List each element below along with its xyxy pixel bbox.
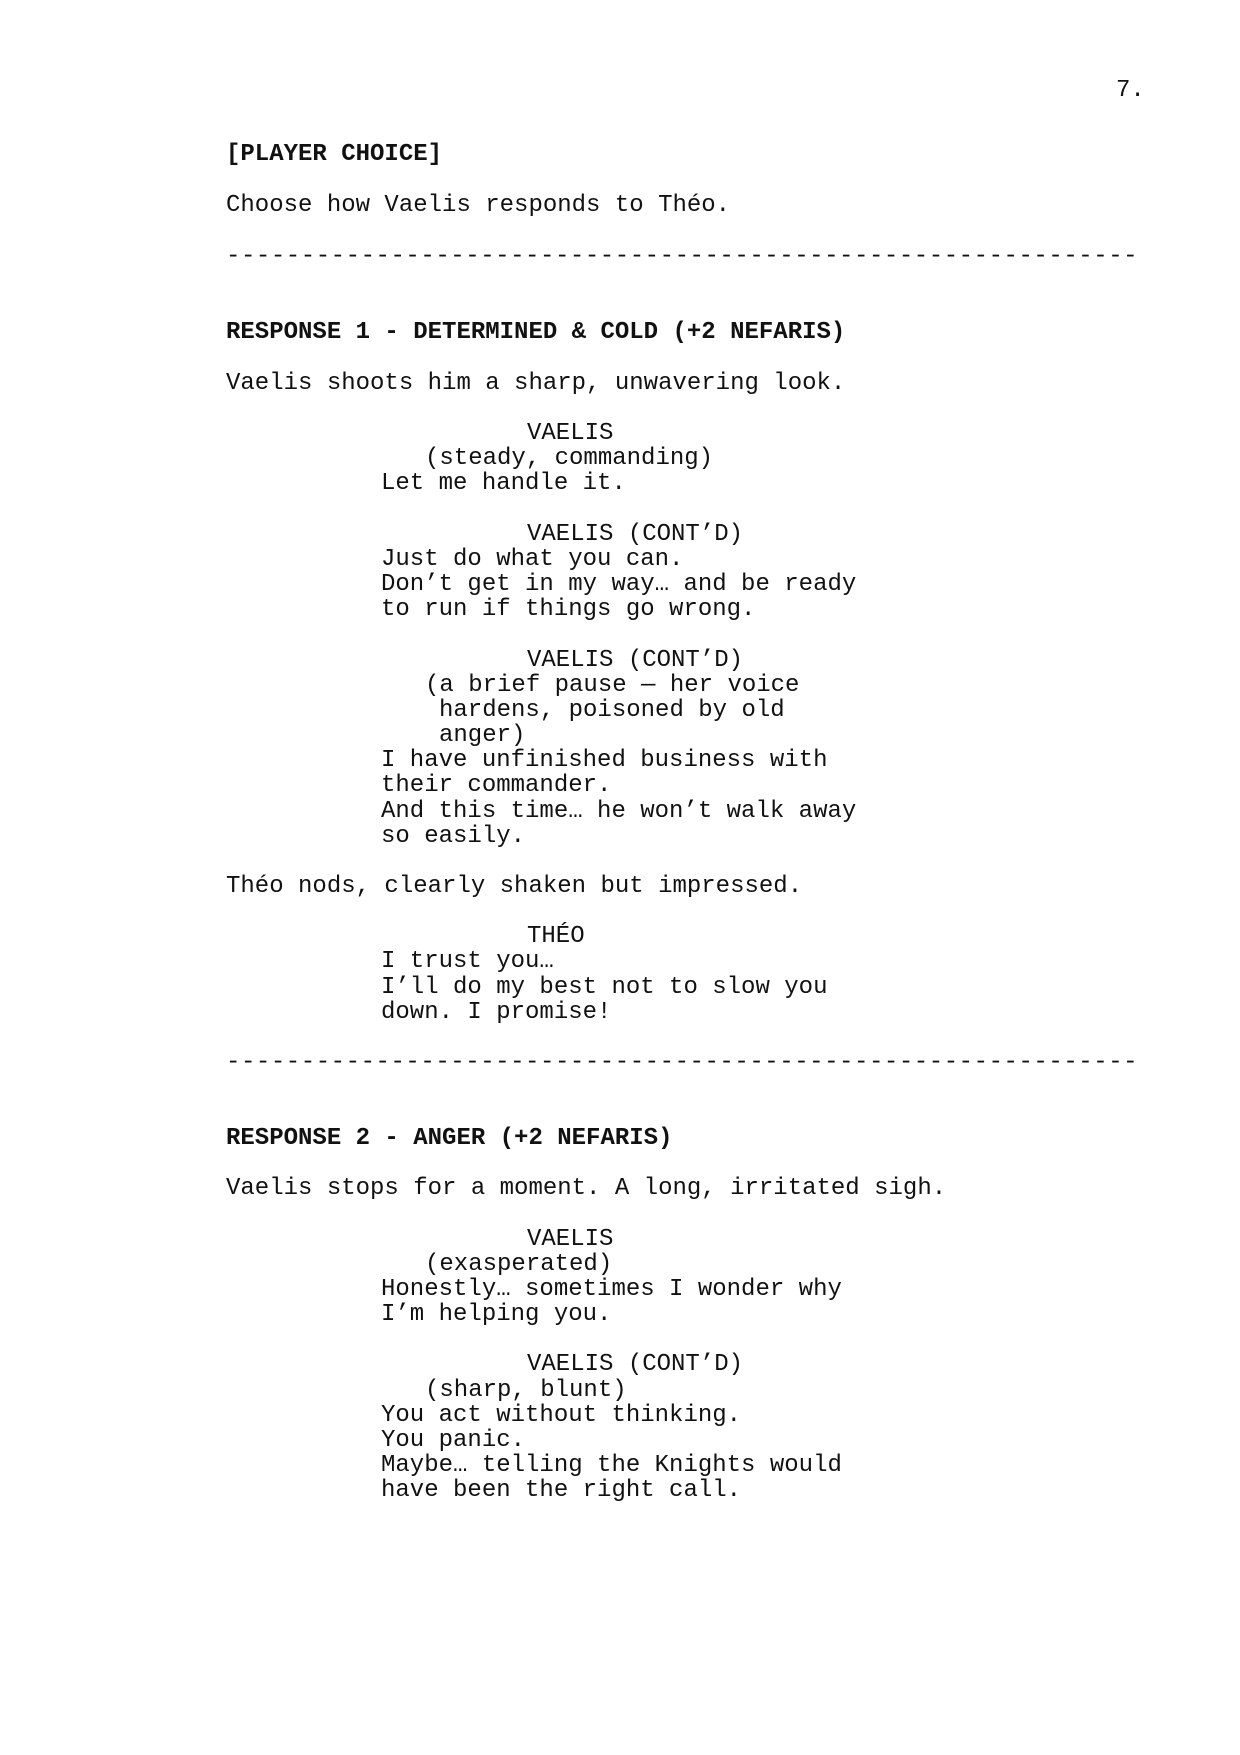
dialogue-line: so easily.: [381, 823, 526, 850]
dialogue-line: I’m helping you.: [381, 1301, 612, 1328]
parenthetical: (steady, commanding): [425, 445, 714, 472]
character-cue: VAELIS: [527, 420, 614, 447]
parenthetical: hardens, poisoned by old: [439, 697, 785, 724]
parenthetical: (exasperated): [425, 1251, 613, 1278]
player-choice-heading: [PLAYER CHOICE]: [226, 141, 443, 168]
response-1-action: Vaelis shoots him a sharp, unwavering look.: [226, 370, 846, 397]
dialogue-line: I have unfinished business with: [381, 747, 828, 774]
character-cue: VAELIS (CONT’D): [527, 1351, 744, 1378]
dialogue-line: I’ll do my best not to slow you: [381, 974, 828, 1001]
response-2-heading: RESPONSE 2 - ANGER (+2 NEFARIS): [226, 1125, 673, 1152]
dialogue-line: I trust you…: [381, 948, 554, 975]
character-cue: VAELIS (CONT’D): [527, 647, 744, 674]
dialogue-line: their commander.: [381, 772, 612, 799]
dialogue-line: Honestly… sometimes I wonder why: [381, 1276, 842, 1303]
player-choice-instruction: Choose how Vaelis responds to Théo.: [226, 192, 731, 219]
dialogue-line: And this time… he won’t walk away: [381, 798, 857, 825]
section-divider: -------------------------------------------------------------: [226, 243, 1139, 270]
dialogue-line: Just do what you can.: [381, 546, 684, 573]
character-cue: THÉO: [527, 923, 585, 950]
parenthetical: anger): [439, 722, 526, 749]
response-1-heading: RESPONSE 1 - DETERMINED & COLD (+2 NEFARIS): [226, 319, 846, 346]
dialogue-line: Maybe… telling the Knights would: [381, 1452, 842, 1479]
dialogue-line: Don’t get in my way… and be ready: [381, 571, 857, 598]
dialogue-line: You act without thinking.: [381, 1402, 742, 1429]
character-cue: VAELIS (CONT’D): [527, 521, 744, 548]
page-number: 7.: [1116, 77, 1145, 104]
section-divider: -------------------------------------------------------------: [226, 1049, 1139, 1076]
dialogue-line: Let me handle it.: [381, 470, 626, 497]
response-2-action: Vaelis stops for a moment. A long, irritated sigh.: [226, 1175, 947, 1202]
dialogue-line: You panic.: [381, 1427, 526, 1454]
parenthetical: (a brief pause — her voice: [425, 672, 800, 699]
dialogue-line: have been the right call.: [381, 1477, 742, 1504]
parenthetical: (sharp, blunt): [425, 1377, 627, 1404]
dialogue-line: to run if things go wrong.: [381, 596, 756, 623]
dialogue-line: down. I promise!: [381, 999, 612, 1026]
response-1-action: Théo nods, clearly shaken but impressed.: [226, 873, 803, 900]
character-cue: VAELIS: [527, 1226, 614, 1253]
